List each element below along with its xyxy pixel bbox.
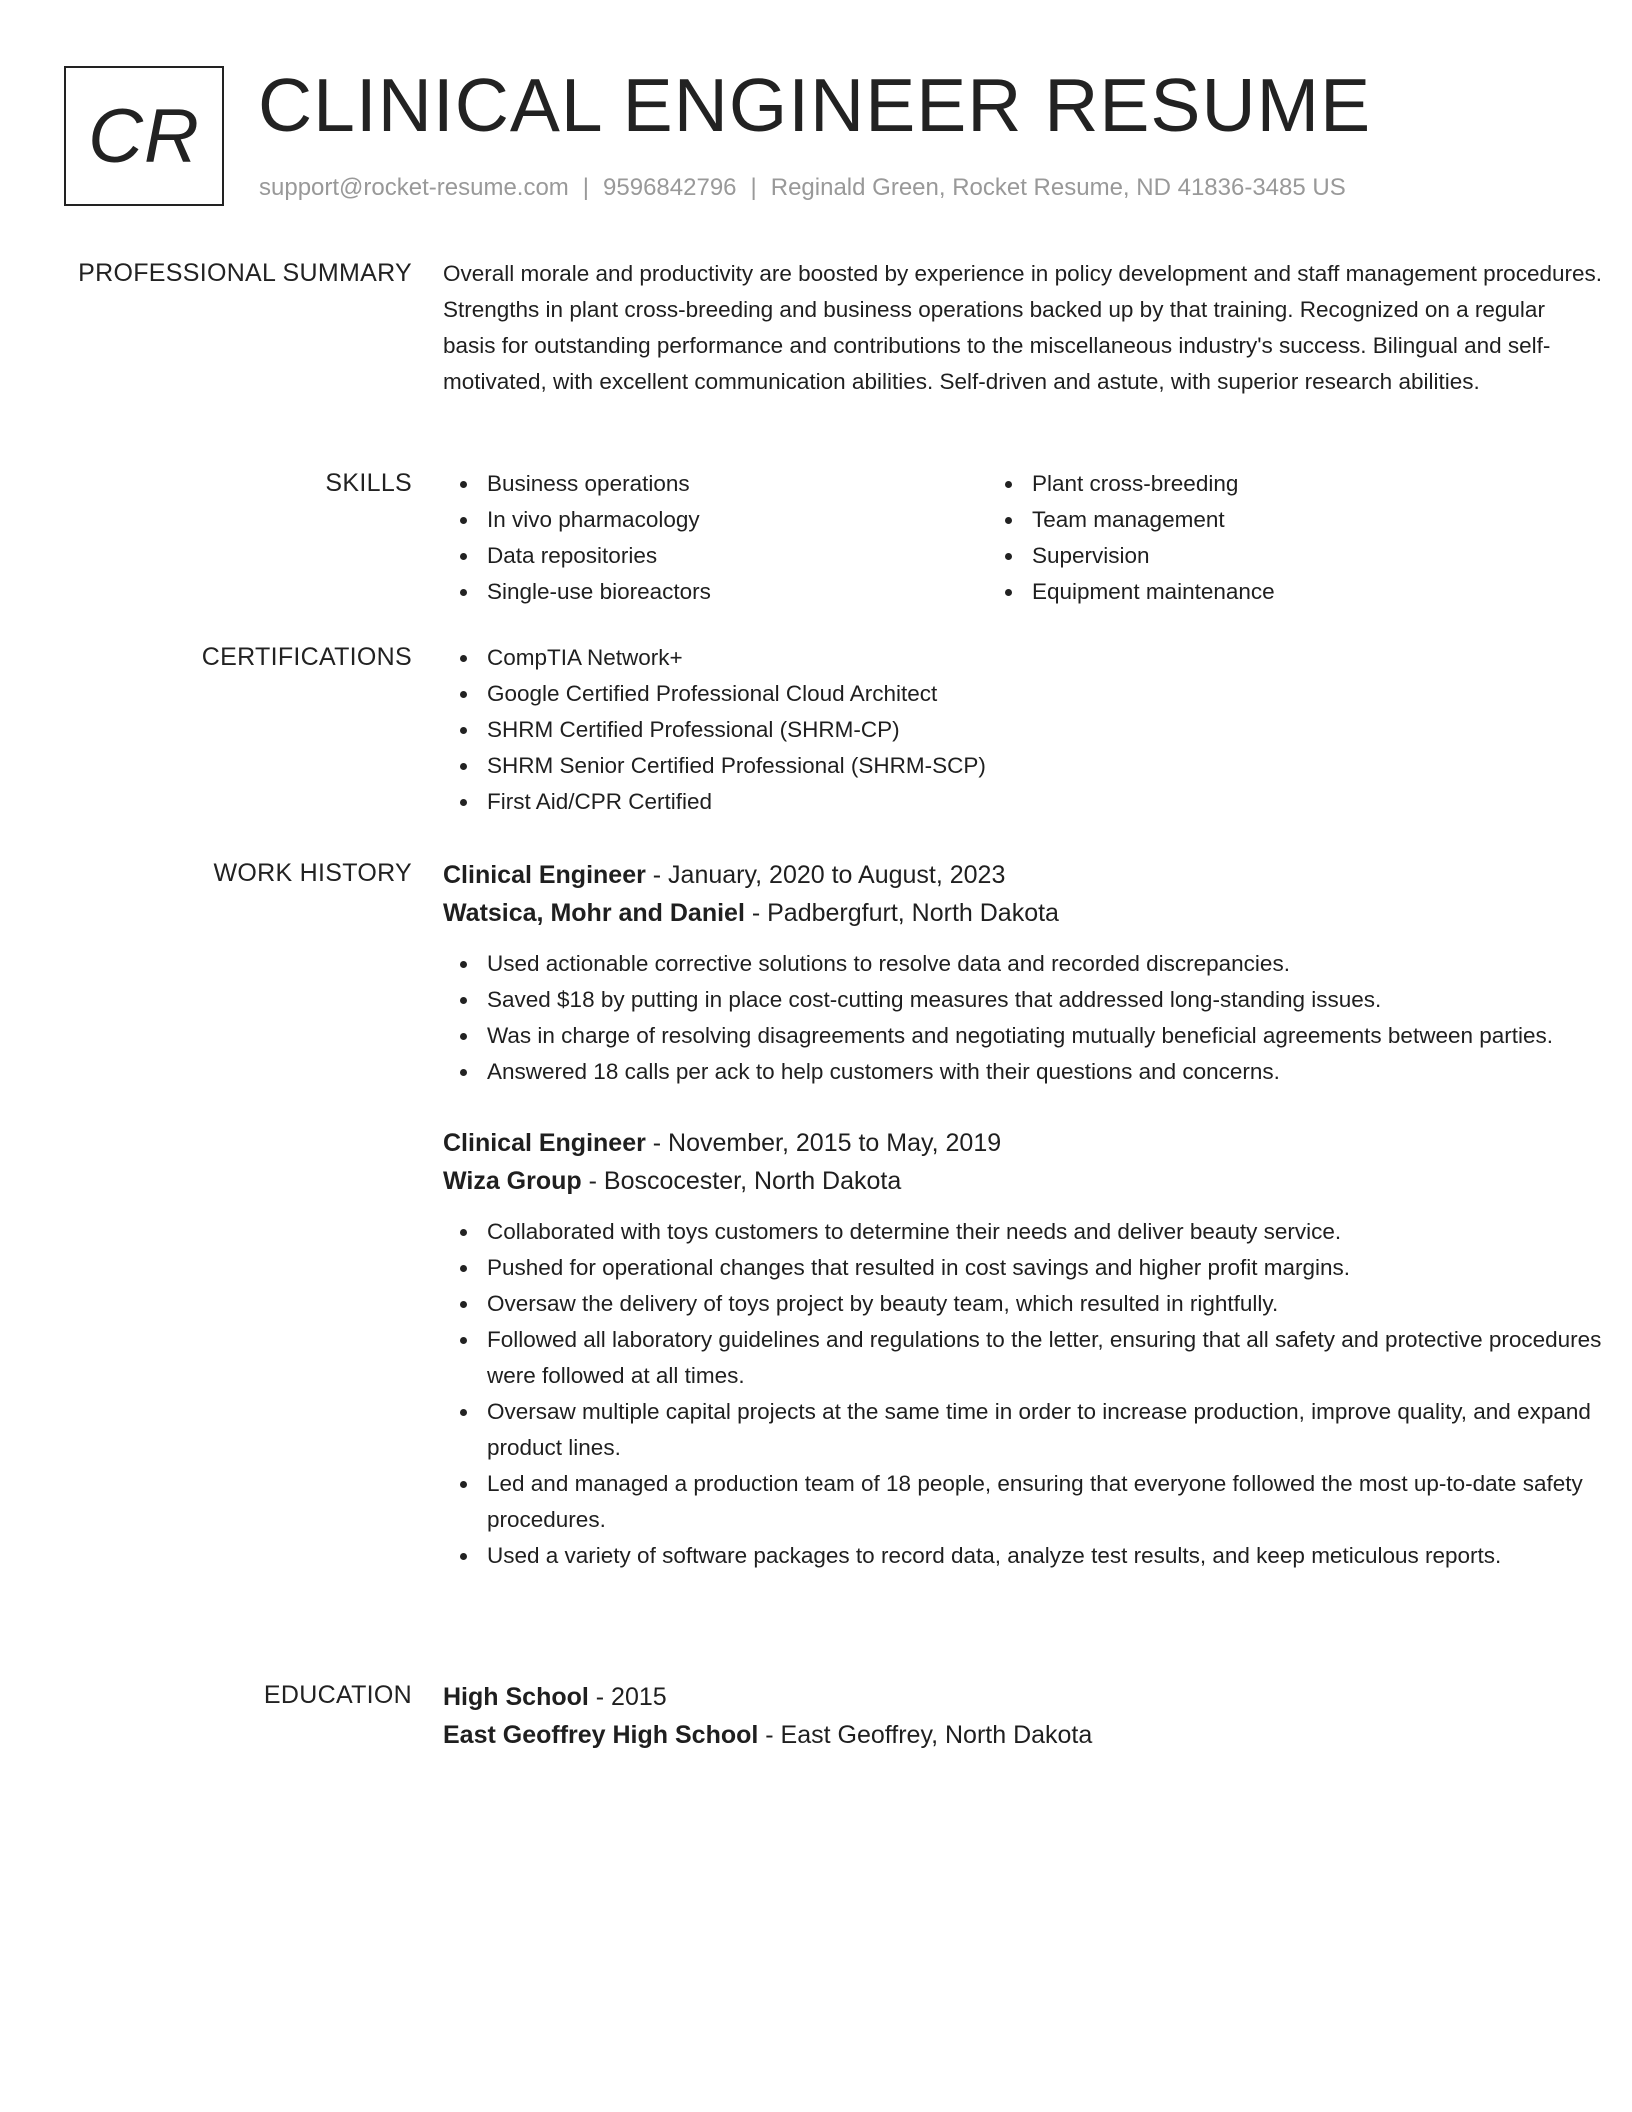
job-title: Clinical Engineer [443, 1129, 646, 1157]
contact-separator: | [750, 174, 757, 201]
job-company-line [443, 1162, 1603, 1200]
resume-title: CLINICAL ENGINEER RESUME [258, 63, 1372, 147]
contact-phone: 9596842796 [603, 174, 737, 201]
job-entry [443, 1124, 1603, 1574]
skill-item: Business operations [443, 466, 988, 502]
certification-item: Google Certified Professional Cloud Architect [443, 676, 1603, 712]
contact-line [259, 174, 1346, 203]
skill-item: Plant cross-breeding [988, 466, 1533, 502]
job-duty: Used actionable corrective solutions to resolve data and recorded discrepancies. [443, 946, 1603, 982]
job-title: Clinical Engineer [443, 861, 646, 889]
certification-item: CompTIA Network+ [443, 640, 1603, 676]
job-company-line [443, 894, 1603, 932]
resume-header [64, 63, 1564, 211]
skills-heading: SKILLS [325, 469, 412, 497]
job-company: Watsica, Mohr and Daniel [443, 899, 745, 927]
job-duties-list [443, 1214, 1603, 1574]
contact-email: support@rocket-resume.com [259, 174, 569, 201]
job-title-line [443, 856, 1603, 894]
job-entry [443, 856, 1603, 1090]
job-duty: Oversaw the delivery of toys project by beauty team, which resulted in rightfully. [443, 1286, 1603, 1322]
skill-item: Equipment maintenance [988, 574, 1533, 610]
skill-item: In vivo pharmacology [443, 502, 988, 538]
certification-item: First Aid/CPR Certified [443, 784, 1603, 820]
job-duty: Collaborated with toys customers to determine their needs and deliver beauty service. [443, 1214, 1603, 1250]
job-title-line [443, 1124, 1603, 1162]
certification-item: SHRM Senior Certified Professional (SHRM-SCP) [443, 748, 1603, 784]
skill-item: Single-use bioreactors [443, 574, 988, 610]
job-duty: Led and managed a production team of 18 people, ensuring that everyone followed the most up-to-date safety procedures. [443, 1466, 1603, 1538]
job-duty: Pushed for operational changes that resulted in cost savings and higher profit margins. [443, 1250, 1603, 1286]
job-dates: - November, 2015 to May, 2019 [645, 1129, 1002, 1157]
job-company: Wiza Group [443, 1167, 582, 1195]
certification-item: SHRM Certified Professional (SHRM-CP) [443, 712, 1603, 748]
certifications-heading: CERTIFICATIONS [201, 643, 412, 671]
job-location: - Boscocester, North Dakota [581, 1167, 902, 1195]
skills-list-left [443, 466, 988, 610]
education-location: - East Geoffrey, North Dakota [758, 1721, 1093, 1749]
monogram-logo: CR [64, 66, 224, 206]
job-duty: Saved $18 by putting in place cost-cutting measures that addressed long-standing issues. [443, 982, 1603, 1018]
job-duty: Oversaw multiple capital projects at the same time in order to increase production, improve quality, and expand product lines. [443, 1394, 1603, 1466]
job-duty: Was in charge of resolving disagreements and negotiating mutually beneficial agreements between parties. [443, 1018, 1603, 1054]
job-duty: Followed all laboratory guidelines and regulations to the letter, ensuring that all safety and protective procedures were followed at all times. [443, 1322, 1603, 1394]
contact-address: Reginald Green, Rocket Resume, ND 41836-3485 US [770, 174, 1346, 201]
education-degree-line [443, 1678, 1603, 1716]
job-duty: Used a variety of software packages to record data, analyze test results, and keep meticulous reports. [443, 1538, 1603, 1574]
education-year: - 2015 [588, 1683, 667, 1711]
skill-item: Team management [988, 502, 1533, 538]
education-degree: High School [443, 1683, 589, 1711]
skills-list-right [988, 466, 1533, 610]
contact-separator: | [582, 174, 590, 201]
skill-item: Data repositories [443, 538, 988, 574]
summary-heading: PROFESSIONAL SUMMARY [78, 259, 412, 287]
work-history-heading: WORK HISTORY [213, 859, 412, 887]
education-school: East Geoffrey High School [443, 1721, 759, 1749]
job-duties-list [443, 946, 1603, 1090]
job-duty: Answered 18 calls per ack to help customers with their questions and concerns. [443, 1054, 1603, 1090]
education-heading: EDUCATION [263, 1681, 412, 1709]
job-location: - Padbergfurt, North Dakota [744, 899, 1059, 927]
summary-text: Overall morale and productivity are boosted by experience in policy development and staff management procedures. Strengths in plant cross-breeding and business operations backed up by that training. Recognized on a regular basis for outstanding performance and contributions to the miscellaneous industry's success. Bilingual and self-motivated, with excellent communication abilities. Self-driven and astute, with superior research abilities. [443, 261, 1602, 394]
education-school-line [443, 1716, 1603, 1754]
job-dates: - January, 2020 to August, 2023 [645, 861, 1006, 889]
skill-item: Supervision [988, 538, 1533, 574]
certifications-list [443, 640, 1603, 820]
